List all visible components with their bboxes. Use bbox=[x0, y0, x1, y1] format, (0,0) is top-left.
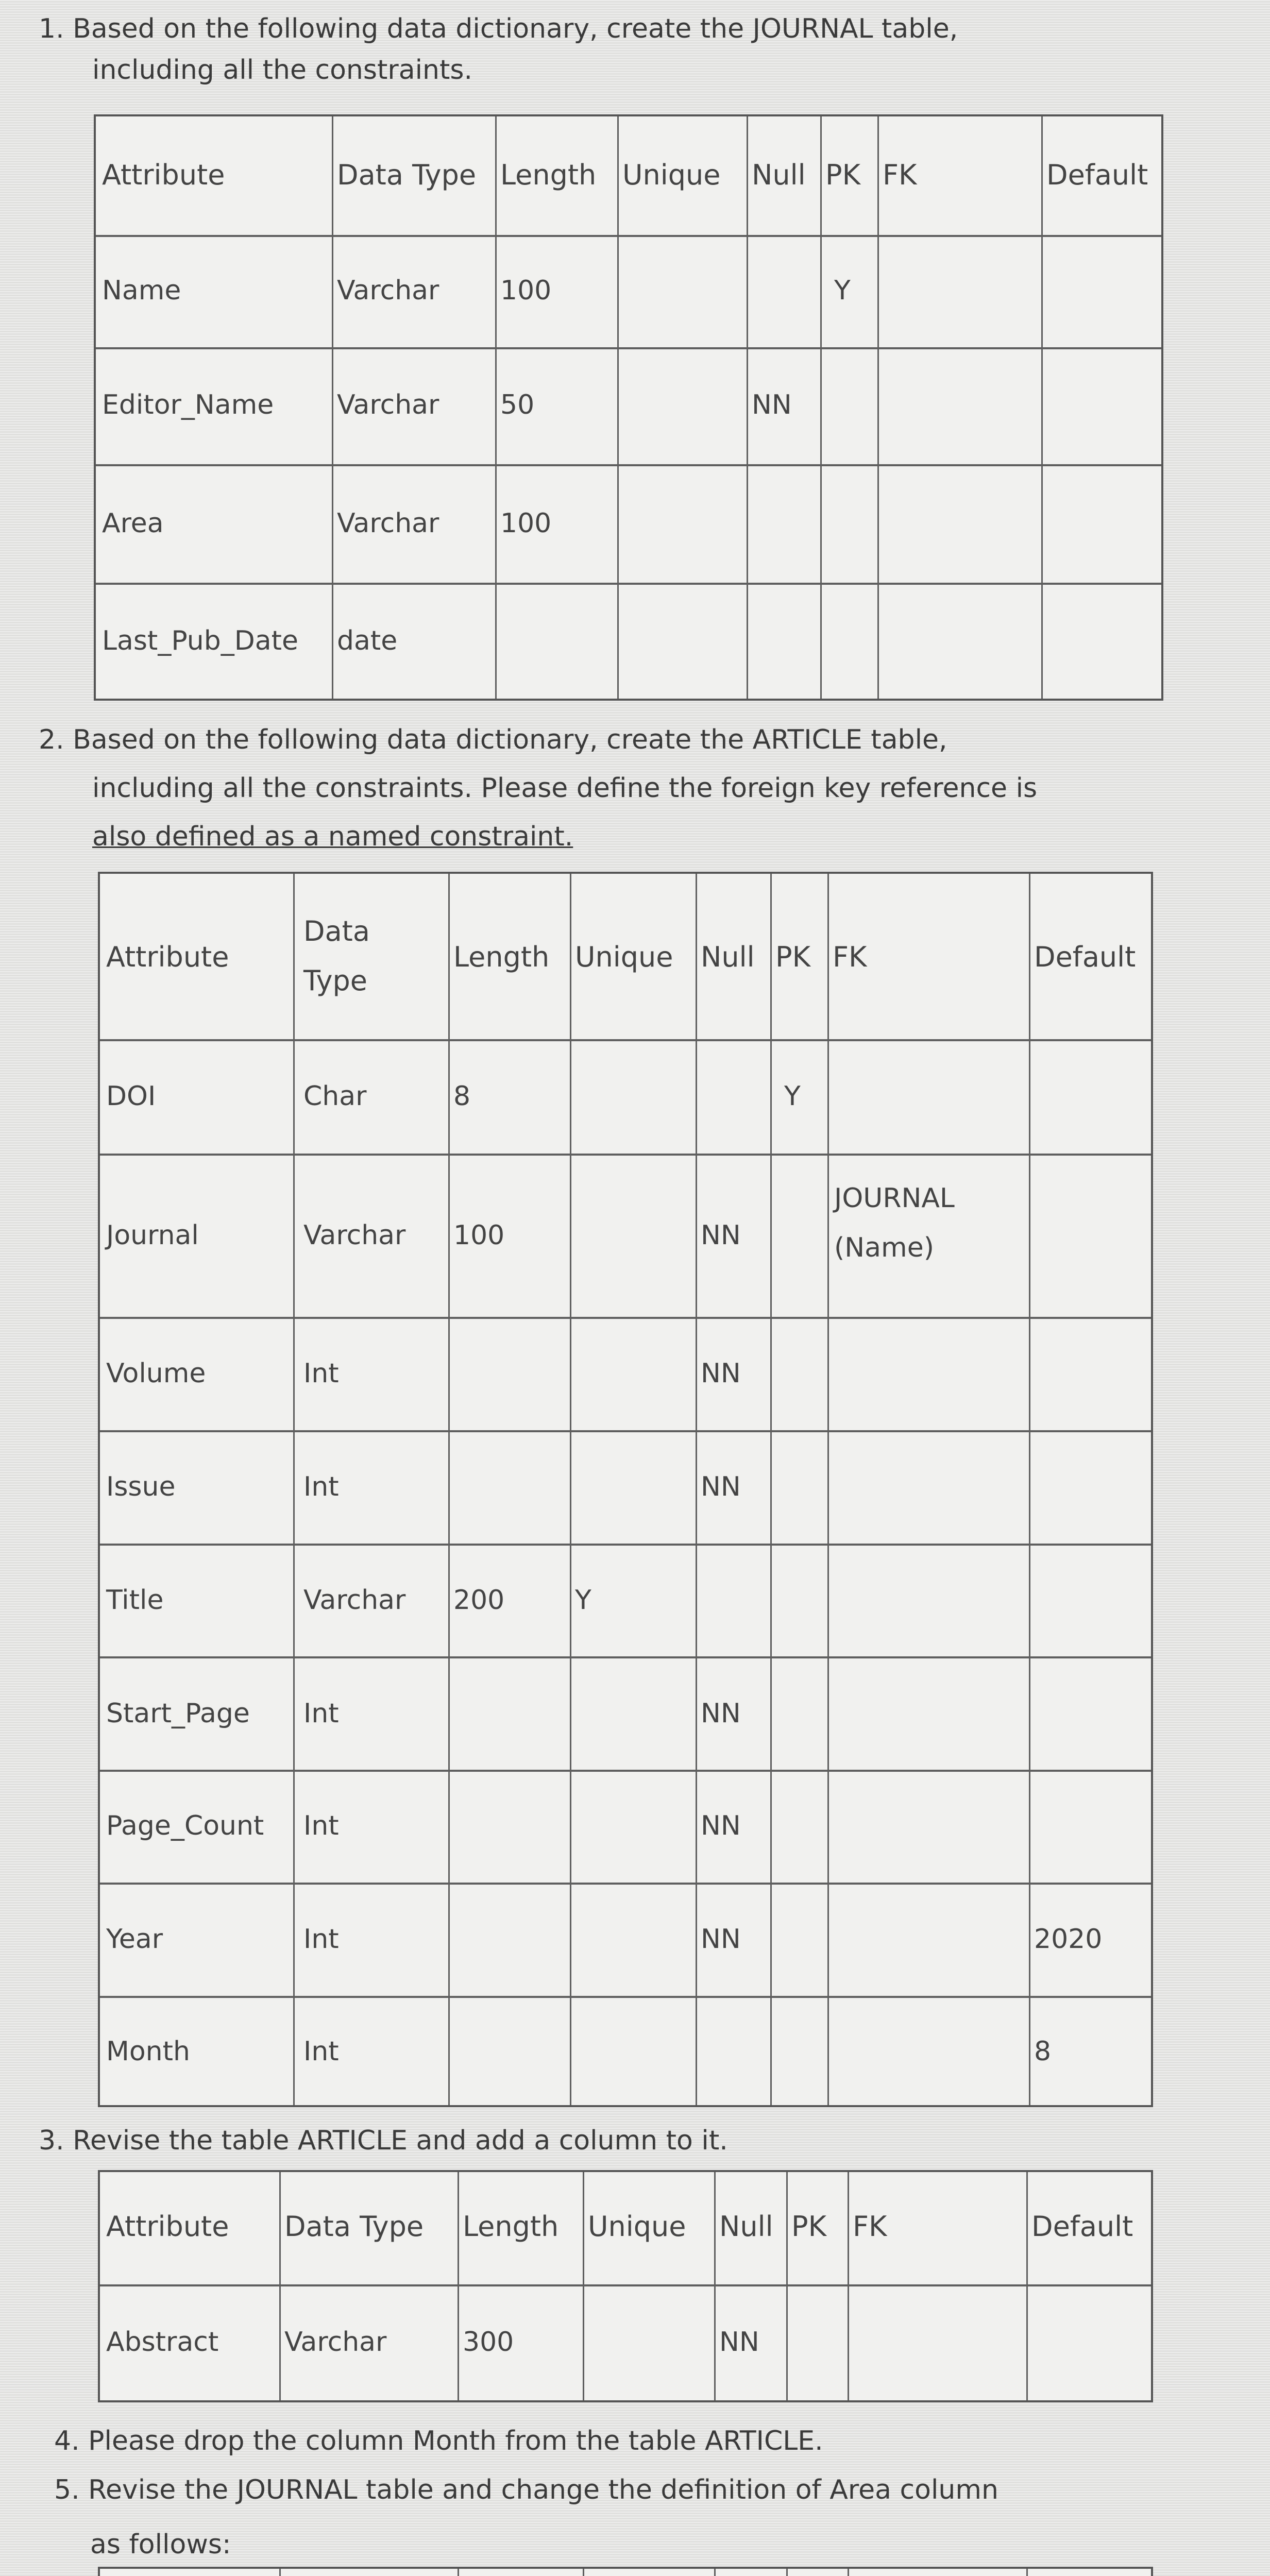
add-header-attribute: Attribute bbox=[106, 2210, 229, 2243]
article-pagecount-attribute: Page_Count bbox=[106, 1810, 264, 1841]
article-volume-attribute: Volume bbox=[106, 1358, 206, 1389]
article-journal-fk-column: (Name) bbox=[834, 1232, 934, 1263]
article-year-default: 2020 bbox=[1034, 1924, 1103, 1955]
question-2-line-1: 2. Based on the following data dictionary, create the ARTICLE table, bbox=[39, 724, 947, 755]
article-header-unique: Unique bbox=[575, 941, 673, 973]
journal-header-data-type: Data Type bbox=[337, 159, 477, 191]
journal-name-type: Varchar bbox=[337, 275, 439, 306]
question-5-line-2: as follows: bbox=[90, 2529, 231, 2560]
article-header-null: Null bbox=[701, 941, 755, 973]
article-month-attribute: Month bbox=[106, 2036, 190, 2067]
question-1-line-1: 1. Based on the following data dictionary, create the JOURNAL table, bbox=[39, 13, 958, 44]
question-5 bbox=[54, 2465, 998, 2569]
article-journal-null: NN bbox=[701, 1220, 741, 1251]
journal-header-default: Default bbox=[1046, 159, 1148, 191]
journal-editor-type: Varchar bbox=[337, 389, 439, 420]
journal-header-length: Length bbox=[500, 159, 597, 191]
question-1-line-2: including all the constraints. bbox=[92, 55, 473, 86]
article-year-null: NN bbox=[701, 1924, 741, 1955]
question-2 bbox=[39, 715, 1037, 861]
question-1 bbox=[39, 4, 958, 95]
add-header-length: Length bbox=[463, 2210, 559, 2243]
article-issue-null: NN bbox=[701, 1471, 741, 1502]
article-journal-attribute: Journal bbox=[106, 1220, 199, 1251]
add-abstract-attribute: Abstract bbox=[106, 2327, 219, 2358]
journal-area-length: 100 bbox=[500, 508, 552, 539]
question-2-line-2: including all the constraints. Please define the foreign key reference is bbox=[92, 773, 1038, 804]
add-column-table bbox=[98, 2170, 1153, 2402]
article-table bbox=[98, 872, 1153, 2107]
article-title-type: Varchar bbox=[303, 1585, 406, 1616]
article-startpage-attribute: Start_Page bbox=[106, 1698, 250, 1729]
journal-editor-attribute: Editor_Name bbox=[102, 389, 274, 420]
article-title-length: 200 bbox=[453, 1585, 505, 1616]
article-issue-type: Int bbox=[303, 1471, 339, 1502]
article-header-data: Data bbox=[303, 915, 370, 947]
journal-editor-null: NN bbox=[752, 389, 792, 420]
article-month-default: 8 bbox=[1034, 2036, 1052, 2067]
journal-editor-length: 50 bbox=[500, 389, 535, 420]
area-change-table bbox=[98, 2567, 1153, 2576]
question-3-line-1: 3. Revise the table ARTICLE and add a column to it. bbox=[39, 2125, 728, 2156]
journal-header-attribute: Attribute bbox=[102, 159, 225, 191]
journal-name-length: 100 bbox=[500, 275, 552, 306]
journal-header-pk: PK bbox=[825, 159, 860, 191]
article-doi-length: 8 bbox=[453, 1081, 471, 1112]
article-journal-fk-table: JOURNAL bbox=[834, 1183, 955, 1214]
article-header-default: Default bbox=[1034, 941, 1136, 973]
article-year-attribute: Year bbox=[106, 1924, 163, 1955]
add-header-fk: FK bbox=[853, 2210, 887, 2243]
question-4 bbox=[54, 2416, 823, 2466]
journal-area-attribute: Area bbox=[102, 508, 164, 539]
add-abstract-type: Varchar bbox=[284, 2327, 387, 2358]
add-header-pk: PK bbox=[791, 2210, 826, 2243]
journal-header-fk: FK bbox=[883, 159, 917, 191]
add-header-unique: Unique bbox=[588, 2210, 686, 2243]
article-title-unique: Y bbox=[575, 1585, 591, 1616]
article-header-pk: PK bbox=[775, 941, 810, 973]
article-pagecount-type: Int bbox=[303, 1810, 339, 1841]
article-header-type: Type bbox=[303, 964, 368, 997]
article-header-attribute: Attribute bbox=[106, 941, 229, 973]
article-header-length: Length bbox=[453, 941, 550, 973]
journal-area-type: Varchar bbox=[337, 508, 439, 539]
journal-name-pk: Y bbox=[834, 275, 851, 306]
journal-lastpub-attribute: Last_Pub_Date bbox=[102, 625, 299, 656]
add-header-null: Null bbox=[719, 2210, 773, 2243]
article-volume-type: Int bbox=[303, 1358, 339, 1389]
add-abstract-null: NN bbox=[719, 2327, 759, 2358]
article-issue-attribute: Issue bbox=[106, 1471, 176, 1502]
question-5-line-1: 5. Revise the JOURNAL table and change the definition of Area column bbox=[54, 2475, 998, 2505]
question-4-line-1: 4. Please drop the column Month from the table ARTICLE. bbox=[54, 2426, 823, 2456]
journal-header-null: Null bbox=[752, 159, 806, 191]
question-2-line-3: also defined as a named constraint. bbox=[92, 821, 573, 852]
article-doi-type: Char bbox=[303, 1081, 367, 1112]
article-doi-attribute: DOI bbox=[106, 1081, 156, 1112]
article-doi-pk: Y bbox=[784, 1081, 801, 1112]
journal-table bbox=[94, 114, 1163, 701]
journal-lastpub-type: date bbox=[337, 625, 398, 656]
article-year-type: Int bbox=[303, 1924, 339, 1955]
article-header-fk: FK bbox=[833, 941, 867, 973]
article-startpage-type: Int bbox=[303, 1698, 339, 1729]
article-month-type: Int bbox=[303, 2036, 339, 2067]
journal-header-unique: Unique bbox=[622, 159, 721, 191]
add-header-data-type: Data Type bbox=[284, 2210, 424, 2243]
article-startpage-null: NN bbox=[701, 1698, 741, 1729]
add-abstract-length: 300 bbox=[463, 2327, 514, 2358]
journal-name-attribute: Name bbox=[102, 275, 181, 306]
question-3 bbox=[39, 2116, 728, 2165]
article-journal-type: Varchar bbox=[303, 1220, 406, 1251]
article-pagecount-null: NN bbox=[701, 1810, 741, 1841]
article-volume-null: NN bbox=[701, 1358, 741, 1389]
article-journal-length: 100 bbox=[453, 1220, 505, 1251]
article-title-attribute: Title bbox=[106, 1585, 164, 1616]
add-header-default: Default bbox=[1031, 2210, 1133, 2243]
